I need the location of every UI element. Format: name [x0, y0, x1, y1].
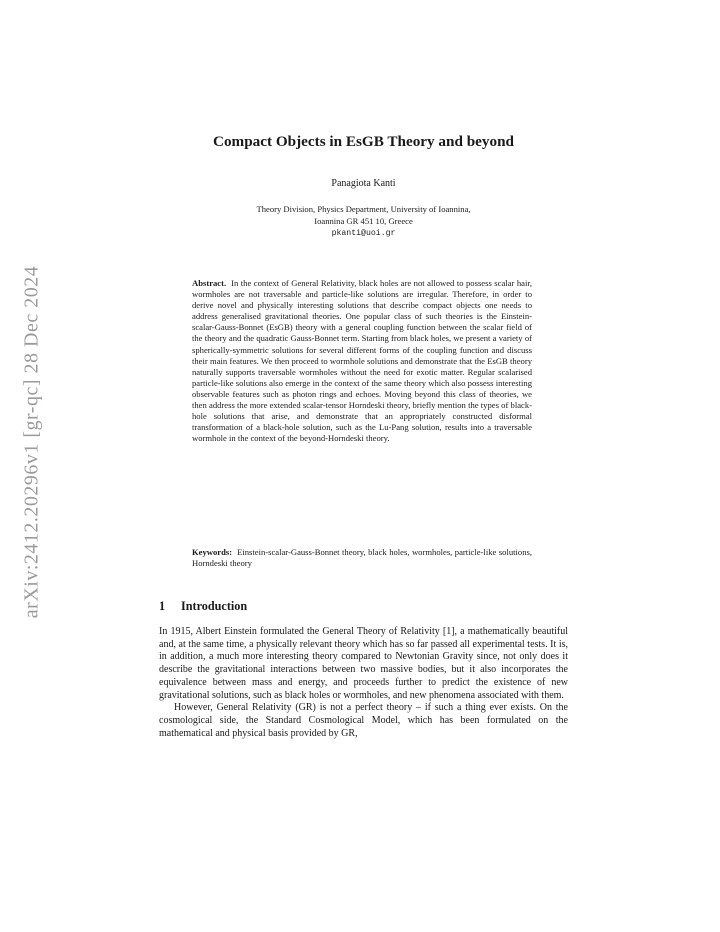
abstract-text: In the context of General Relativity, black holes are not allowed to possess scalar hair, wormholes are not traversable and particle-like solutions are irregular. Therefore, in order to derive novel and physically interesting solutions that describe compact objects one needs to address generalised gravitational theories. One popular class of such theories is the Einstein-scalar-Gauss-Bonnet (EsGB) theory with a general coupling function between the scalar field of the theory and the quadratic Gauss-Bonnet term. Starting from black holes, we present a variety of spherically-symmetric solutions for several different forms of the coupling function and discuss their main features. We then proceed to wormhole solutions and demonstrate that the EsGB theory naturally supports traversable wormholes without the need for exotic matter. Regular scalarised particle-like solutions also emerge in the context of the same theory which also possess interesting observable features such as photon rings and echoes. Moving beyond this class of theories, we then address the more extended scalar-tensor Horndeski theory, briefly mention the types of black-hole solutions that arise, and demonstrate that an appropriately constructed disformal transformation of a black-hole solution, such as the Lu-Pang solution, results into a traversable wormhole in the context of the beyond-Horndeski theory. — [192, 278, 532, 444]
affiliation-line-2: Ioannina GR 451 10, Greece — [314, 216, 413, 227]
affiliation-line-1: Theory Division, Physics Department, University of Ioannina, — [256, 204, 471, 214]
section-body — [159, 626, 568, 740]
arxiv-identifier-text: arXiv:2412.20296v1 [gr-qc] 28 Dec 2024 — [20, 265, 43, 619]
keywords-label: Keywords: — [192, 547, 233, 557]
keywords — [192, 547, 532, 569]
paper-title: Compact Objects in EsGB Theory and beyond — [213, 133, 514, 150]
affiliation — [159, 203, 568, 240]
author-name: Panagiota Kanti — [331, 178, 396, 189]
section-number: 1 — [159, 599, 166, 613]
section-heading — [159, 597, 568, 615]
section-title: Introduction — [181, 599, 248, 613]
author-email[interactable]: pkanti@uoi.gr — [331, 228, 396, 238]
arxiv-identifier — [22, 246, 42, 638]
keywords-text: Einstein-scalar-Gauss-Bonnet theory, black holes, wormholes, particle-like solutions, Horndeski theory — [192, 547, 532, 569]
paragraph: However, General Relativity (GR) is not a perfect theory – if such a thing ever exists. On the cosmological side, the Standard Cosmological Model, which has been formulated on the mathematical and physical basis provided by GR, — [159, 702, 568, 739]
paragraph: In 1915, Albert Einstein formulated the General Theory of Relativity [1], a mathematically beautiful and, at the same time, a physically relevant theory which has so far passed all experimental tests. It is, in addition, a much more interesting theory compared to Newtonian Gravity since, not only does it describe the gravitational interactions between two massive bodies, but it also incorporates the equivalence between mass and energy, and proceeds further to predict the existence of new gravitational solutions, such as black holes or wormholes, and new phenomena associated with them. — [159, 626, 568, 701]
abstract — [192, 278, 532, 444]
abstract-label: Abstract. — [192, 278, 227, 288]
